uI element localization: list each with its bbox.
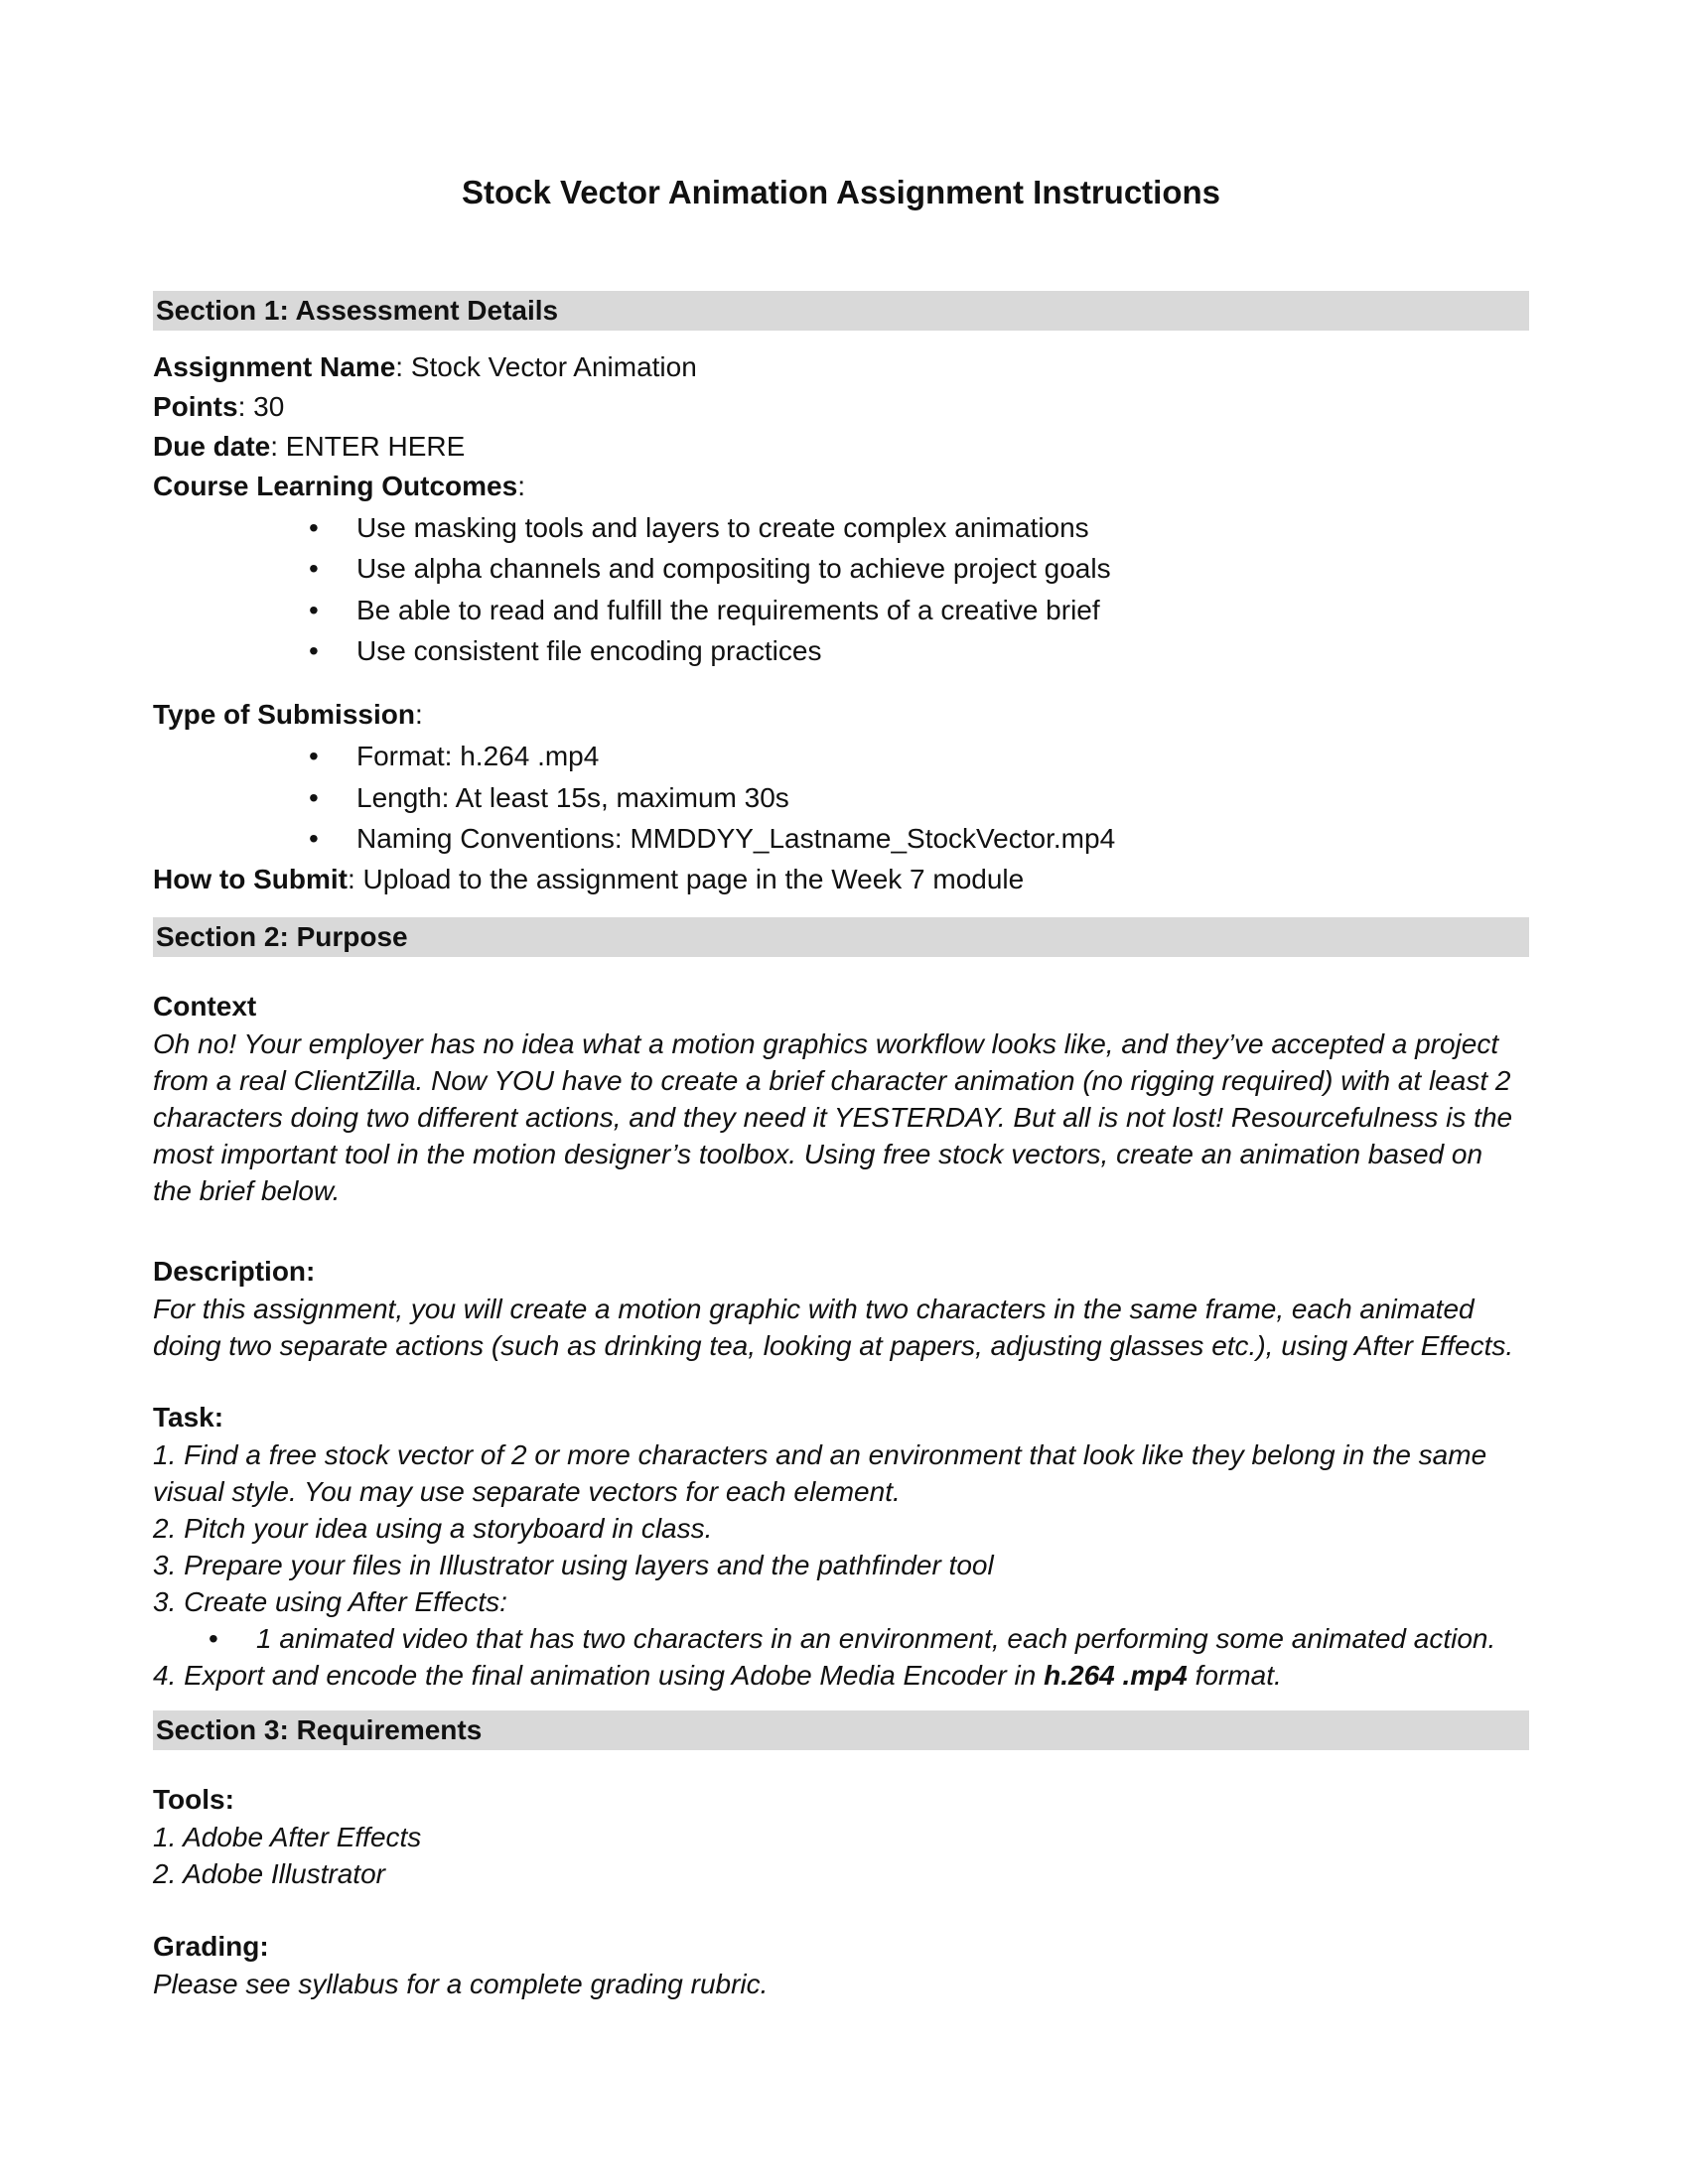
section-1-heading: Section 1: Assessment Details — [153, 291, 1529, 331]
tools-label: Tools: — [153, 1784, 234, 1815]
due-date-value: : ENTER HERE — [270, 431, 466, 462]
task-line: 3. Prepare your files in Illustrator using layers and the pathfinder tool — [153, 1550, 994, 1580]
section-2-heading: Section 2: Purpose — [153, 917, 1529, 957]
task-line: 1. Find a free stock vector of 2 or more characters and an environment that look like they belong in the same — [153, 1439, 1487, 1470]
outcome-text: Use alpha channels and compositing to achieve project goals — [356, 553, 1111, 584]
tool-item: 2. Adobe Illustrator — [153, 1858, 385, 1889]
task-line: 2. Pitch your idea using a storyboard in class. — [153, 1513, 713, 1544]
task-line: 3. Create using After Effects: — [153, 1586, 507, 1617]
task-export-suffix: format. — [1187, 1660, 1282, 1691]
grading-label: Grading: — [153, 1931, 269, 1962]
how-to-submit-row — [153, 861, 1024, 898]
points-row — [153, 388, 284, 426]
how-to-submit-value: : Upload to the assignment page in the Week 7 module — [347, 864, 1025, 894]
bullet-icon: • — [309, 635, 319, 666]
outcome-text: Use consistent file encoding practices — [356, 635, 822, 666]
submission-text: Length: At least 15s, maximum 30s — [356, 782, 789, 813]
submission-text: Format: h.264 .mp4 — [356, 741, 600, 771]
outcomes-label: Course Learning Outcomes — [153, 471, 518, 501]
bullet-icon: • — [209, 1623, 218, 1654]
due-date-label: Due date — [153, 431, 271, 462]
task-line-export — [153, 1657, 1282, 1694]
task-line: visual style. You may use separate vectors for each element. — [153, 1476, 901, 1507]
assignment-name-label: Assignment Name — [153, 351, 396, 382]
description-label: Description: — [153, 1256, 316, 1287]
page-title: Stock Vector Animation Assignment Instructions — [461, 174, 1220, 210]
context-label: Context — [153, 991, 257, 1022]
context-line: characters doing two different actions, and they need it YESTERDAY. But all is not lost! Resourcefulness is the — [153, 1102, 1513, 1133]
submission-type-label: Type of Submission — [153, 699, 415, 730]
context-line: most important tool in the motion designer’s toolbox. Using free stock vectors, create an animation based on — [153, 1139, 1483, 1169]
bullet-icon: • — [309, 595, 319, 625]
task-export-format: h.264 .mp4 — [1044, 1660, 1188, 1691]
task-bullet-text: 1 animated video that has two characters in an environment, each performing some animated action. — [256, 1623, 1496, 1654]
bullet-icon: • — [309, 741, 319, 771]
points-label: Points — [153, 391, 238, 422]
outcomes-colon: : — [517, 471, 525, 501]
grading-text: Please see syllabus for a complete grading rubric. — [153, 1969, 769, 1999]
section-3-heading: Section 3: Requirements — [153, 1710, 1529, 1750]
bullet-icon: • — [309, 512, 319, 543]
outcome-text: Be able to read and fulfill the requirements of a creative brief — [356, 595, 1100, 625]
description-line: For this assignment, you will create a motion graphic with two characters in the same frame, each animated — [153, 1294, 1475, 1324]
points-value: : 30 — [237, 391, 285, 422]
submission-text: Naming Conventions: MMDDYY_Lastname_StockVector.mp4 — [356, 823, 1116, 854]
submission-type-colon: : — [414, 699, 423, 730]
task-export-prefix: 4. Export and encode the final animation using Adobe Media Encoder in — [153, 1660, 1045, 1691]
context-line: Oh no! Your employer has no idea what a motion graphics workflow looks like, and they’ve accepted a project — [153, 1028, 1499, 1059]
outcomes-row — [153, 468, 525, 505]
submission-type-row — [153, 696, 423, 734]
bullet-icon: • — [309, 823, 319, 854]
bullet-icon: • — [309, 782, 319, 813]
bullet-icon: • — [309, 553, 319, 584]
due-date-row — [153, 428, 465, 466]
context-line: from a real ClientZilla. Now YOU have to create a brief character animation (no rigging required) with at least 2 — [153, 1065, 1511, 1096]
tool-item: 1. Adobe After Effects — [153, 1822, 422, 1852]
task-label: Task: — [153, 1402, 224, 1433]
how-to-submit-label: How to Submit — [153, 864, 348, 894]
description-line: doing two separate actions (such as drinking tea, looking at papers, adjusting glasses etc.), using After Effects. — [153, 1330, 1514, 1361]
context-line: the brief below. — [153, 1175, 341, 1206]
assignment-name-value: : Stock Vector Animation — [395, 351, 697, 382]
assignment-name-row — [153, 348, 697, 386]
outcome-text: Use masking tools and layers to create complex animations — [356, 512, 1089, 543]
